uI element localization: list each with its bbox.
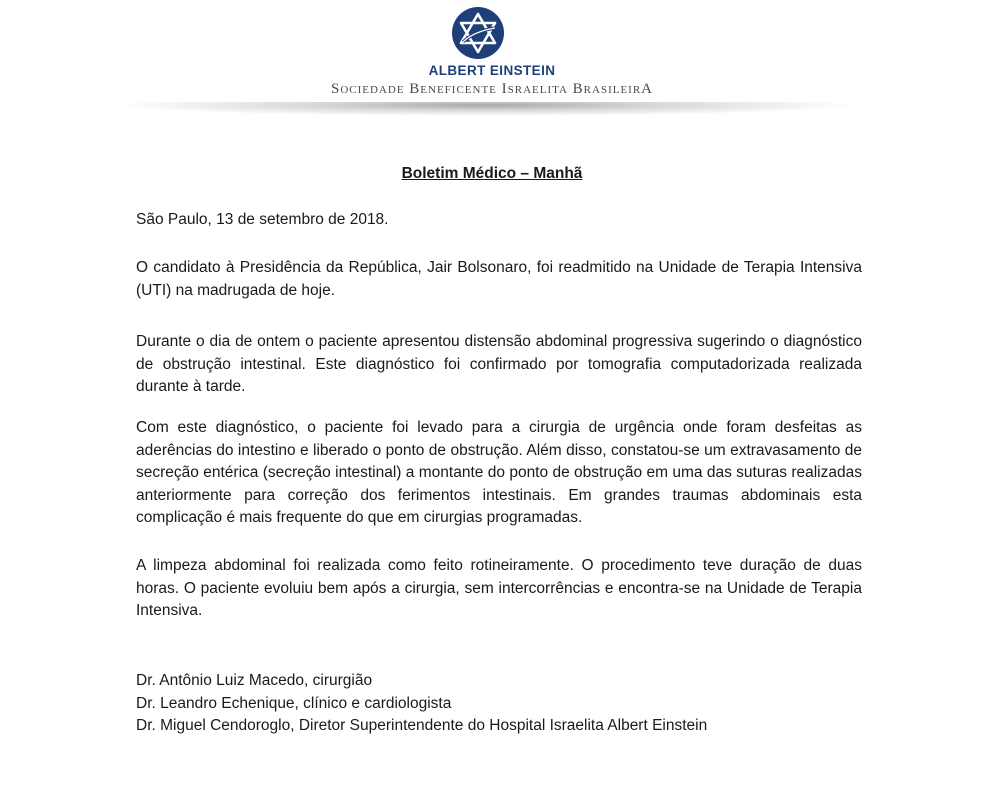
signatory: Dr. Leandro Echenique, clínico e cardiologista — [136, 694, 452, 712]
paragraph-readmission: O candidato à Presidência da República, Jair Bolsonaro, foi readmitido na Unidade de Terapia Intensiva (UTI) na madrugada de hoje. — [136, 259, 862, 299]
document-title: Boletim Médico – Manhã — [401, 165, 583, 182]
org-subtitle: Sociedade Beneficente Israelita BrasileirA — [330, 81, 654, 97]
letterhead — [0, 0, 984, 125]
signatory: Dr. Antônio Luiz Macedo, cirurgião — [136, 672, 373, 689]
org-name: ALBERT EINSTEIN — [428, 63, 556, 78]
date-line: São Paulo, 13 de setembro de 2018. — [136, 211, 389, 228]
paragraph-surgery: Com este diagnóstico, o paciente foi levado para a cirurgia de urgência onde foram desfeitas as aderências do intestino e liberado o ponto de obstrução. Além disso, constatou-se um extravasamento de secreção entérica (secreção intestinal) a montante do ponto de obstrução em uma das suturas realizadas anteriormente para correção dos ferimentos intestinais. Em grandes traumas abdominais esta complicação é mais frequente do que em cirurgias programadas. — [136, 419, 862, 526]
paragraph-outcome: A limpeza abdominal foi realizada como feito rotineiramente. O procedimento teve duração de duas horas. O paciente evoluiu bem após a cirurgia, sem intercorrências e encontra-se na Unidade de Terapia Intensiva. — [136, 557, 862, 619]
header-shadow-divider — [115, 102, 855, 128]
signatory: Dr. Miguel Cendoroglo, Diretor Superintendente do Hospital Israelita Albert Einstein — [136, 717, 708, 734]
star-of-david-logo-icon — [451, 6, 505, 60]
signatories-list — [136, 670, 862, 738]
paragraph-diagnosis: Durante o dia de ontem o paciente apresentou distensão abdominal progressiva sugerindo o diagnóstico de obstrução intestinal. Este diagnóstico foi confirmado por tomografia computadorizada realizada durante à tarde. — [136, 333, 862, 395]
